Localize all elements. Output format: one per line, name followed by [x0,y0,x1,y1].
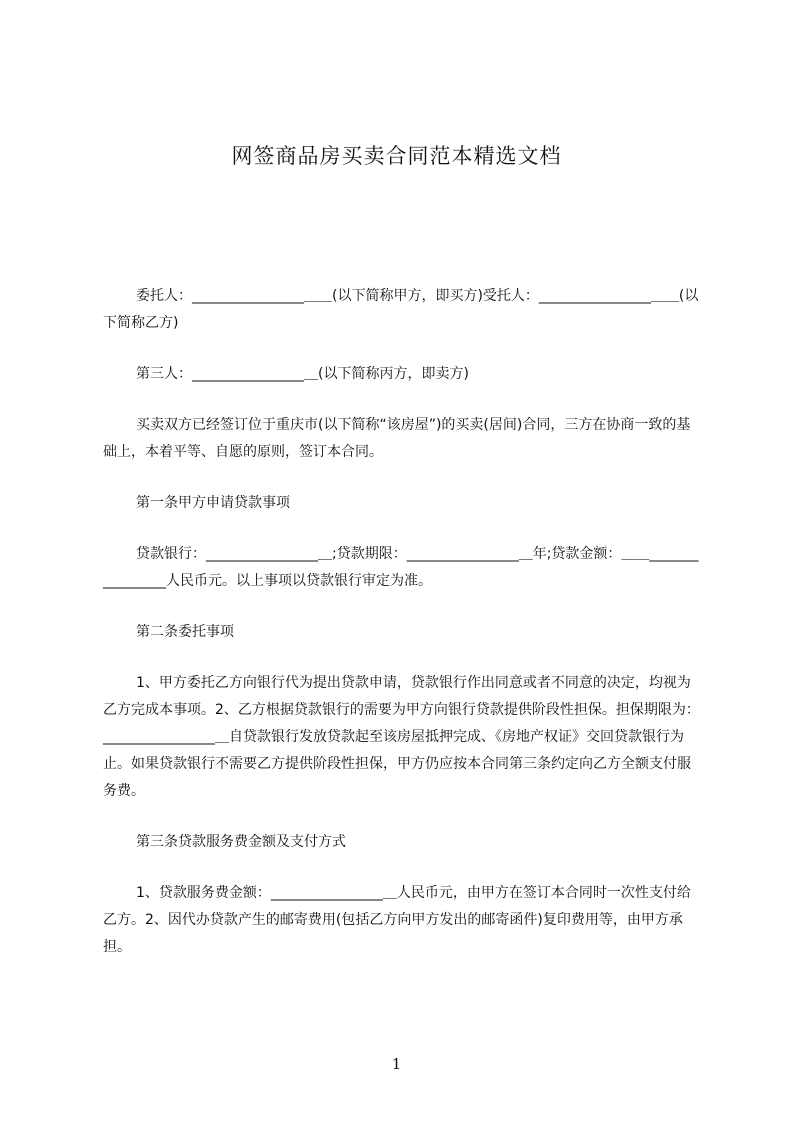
agreement-intro-paragraph: 买卖双方已经签订位于重庆市(以下简称“该房屋”)的买卖(居间)合同，三方在协商一致的基础上，本着平等、自愿的原则，签订本合同。 [103,417,691,460]
article-2-heading: 第二条委托事项 [136,624,234,640]
article-3-heading: 第三条贷款服务费金额及支付方式 [136,834,346,850]
third-party-paragraph: 第三人：________________＿(以下简称丙方，即卖方) [136,366,469,382]
article-1-heading: 第一条甲方申请贷款事项 [136,495,290,511]
entrusted-matters-paragraph: 1、甲方委托乙方向银行代为提出贷款申请，贷款银行作出同意或者不同意的决定，均视为乙方完成本事项。2、乙方根据贷款银行的需要为甲方向银行贷款提供阶段性担保。担保期限为：________________＿自贷款银行发放贷款起至该房屋抵押完成、《房地产权证》交回贷款银行为止。如果贷款银行不需要乙方提供阶段性担保，甲方仍应按本合同第三条约定向乙方全额支付服务费。 [103,675,700,799]
document-title: 网签商品房买卖合同范本精选文档 [231,144,562,168]
page-number: 1 [391,1055,402,1073]
loan-details-paragraph: 贷款银行：________________＿;贷款期限：________________＿年;贷款金额：＿＿________________人民币元。以上事项以贷款银行审定为准。 [103,546,699,589]
parties-paragraph: 委托人：________________＿＿(以下简称甲方，即买方)受托人：________________＿＿(以下简称乙方) [103,288,699,331]
contract-body [103,283,701,985]
service-fee-paragraph: 1、贷款服务费金额：________________＿人民币元，由甲方在签订本合同时一次性支付给乙方。2、因代办贷款产生的邮寄费用(包括乙方向甲方发出的邮寄函件)复印费用等，由甲方承担。 [103,885,691,955]
